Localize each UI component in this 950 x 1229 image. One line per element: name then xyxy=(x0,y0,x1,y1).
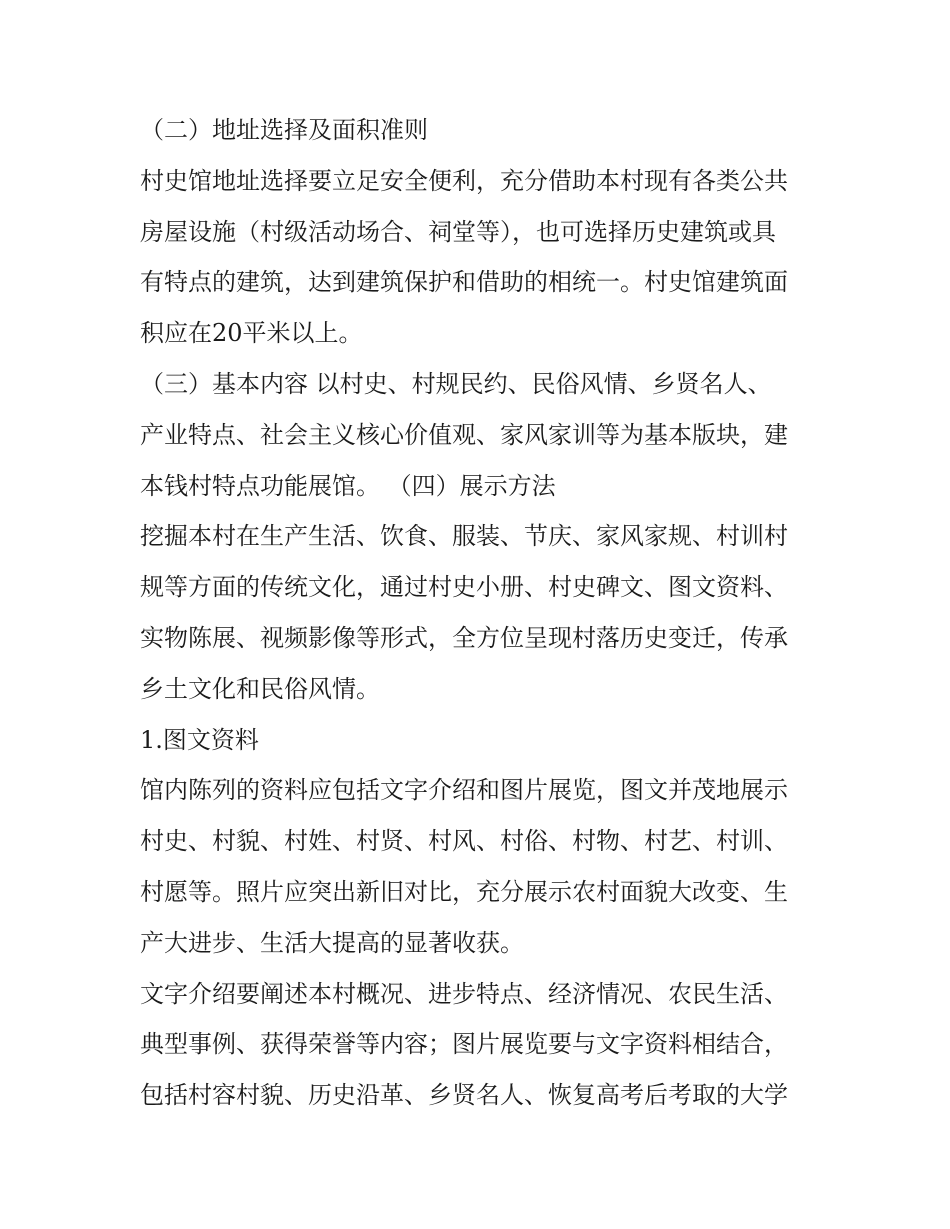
text-line: 产大进步、生活大提高的显著收获。 xyxy=(140,928,524,957)
heading-graphic-materials: 1.图文资料 xyxy=(140,725,259,754)
text-line: 规等方面的传统文化，通过村史小册、村史碑文、图文资料、 xyxy=(140,573,788,602)
text-line: 产业特点、社会主义核心价值观、家风家训等为基本版块，建 xyxy=(140,420,788,449)
text-line: 村史馆地址选择要立足安全便利，充分借助本村现有各类公共 xyxy=(140,166,788,195)
text-line: 本钱村特点功能展馆。 （四）展示方法 xyxy=(140,471,556,500)
text-line: 文字介绍要阐述本村概况、进步特点、经济情况、农民生活、 xyxy=(140,979,788,1008)
heading-basic-content: （三）基本内容 以村史、村规民约、民俗风情、乡贤名人、 xyxy=(140,369,772,398)
text-line: 挖掘本村在生产生活、饮食、服装、节庆、家风家规、村训村 xyxy=(140,522,788,551)
text-line: 典型事例、获得荣誉等内容；图片展览要与文字资料相结合， xyxy=(140,1030,788,1059)
text-line: 积应在20平米以上。 xyxy=(140,319,363,348)
text-line: 实物陈展、视频影像等形式，全方位呈现村落历史变迁，传承 xyxy=(140,623,788,652)
text-line: 村史、村貌、村姓、村贤、村风、村俗、村物、村艺、村训、 xyxy=(140,827,788,856)
text-line: 村愿等。照片应突出新旧对比，充分展示农村面貌大改变、生 xyxy=(140,877,788,906)
text-line: 乡土文化和民俗风情。 xyxy=(140,674,380,703)
text-line: 包括村容村貌、历史沿革、乡贤名人、恢复高考后考取的大学 xyxy=(140,1081,788,1110)
heading-site-selection: （二）地址选择及面积准则 xyxy=(140,116,428,144)
text-line: 馆内陈列的资料应包括文字介绍和图片展览，图文并茂地展示 xyxy=(140,776,788,805)
text-line: 有特点的建筑，达到建筑保护和借助的相统一。村史馆建筑面 xyxy=(140,268,788,297)
document-body xyxy=(140,105,820,1121)
text-line: 房屋设施（村级活动场合、祠堂等），也可选择历史建筑或具 xyxy=(140,217,776,246)
